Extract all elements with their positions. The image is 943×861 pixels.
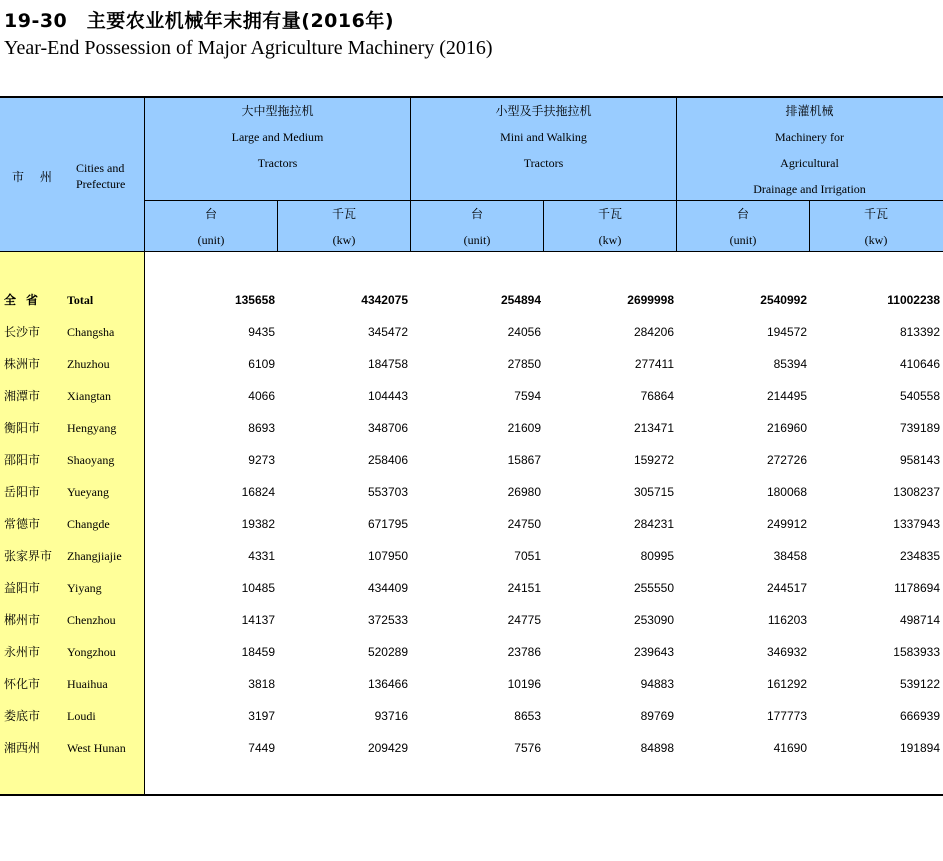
value-cell: 249912 (766, 517, 807, 531)
table-header (0, 96, 943, 252)
value-cell: 80995 (640, 549, 674, 563)
unit-header-en: (kw) (864, 233, 888, 247)
table-row (0, 444, 943, 476)
divider (410, 98, 411, 252)
unit-header-zh: 千瓦 (331, 207, 356, 221)
value-cell: 498714 (899, 613, 940, 627)
table-row (0, 668, 943, 700)
unit-header-zh: 千瓦 (597, 207, 622, 221)
city-header-english-line1: Cities and (76, 161, 125, 175)
value-cell: 27850 (507, 357, 541, 371)
value-cell: 136466 (367, 677, 408, 691)
value-cell: 7051 (514, 549, 541, 563)
value-cell: 3818 (248, 677, 275, 691)
city-name-chinese: 株洲市 (4, 357, 41, 371)
value-cell: 2540992 (760, 293, 807, 307)
unit-header (145, 201, 277, 253)
value-cell: 85394 (773, 357, 807, 371)
value-cell: 10485 (241, 581, 275, 595)
group-header-zh: 小型及手扶拖拉机 (495, 104, 592, 118)
value-cell: 7449 (248, 741, 275, 755)
city-name-english: Yueyang (67, 485, 109, 499)
unit-header-zh: 台 (736, 207, 749, 221)
unit-header (544, 201, 676, 253)
table-row (0, 380, 943, 412)
value-cell: 244517 (766, 581, 807, 595)
value-cell: 41690 (773, 741, 807, 755)
divider (277, 201, 278, 252)
city-name-english: Huaihua (67, 677, 108, 691)
table-row (0, 316, 943, 348)
value-cell: 23786 (507, 645, 541, 659)
value-cell: 214495 (766, 389, 807, 403)
value-cell: 24775 (507, 613, 541, 627)
city-name-chinese: 衡阳市 (4, 421, 41, 435)
city-name-chinese: 全省 (4, 293, 49, 307)
table-title-chinese: 19-30 主要农业机械年末拥有量(2016年) (4, 10, 395, 32)
city-header-chinese: 市 州 (12, 170, 58, 184)
divider (144, 98, 145, 252)
value-cell: 1178694 (894, 581, 940, 595)
city-name-english: Zhuzhou (67, 357, 110, 371)
value-cell: 89769 (640, 709, 674, 723)
city-name-chinese: 益阳市 (4, 581, 41, 595)
value-cell: 15867 (507, 453, 541, 467)
value-cell: 11002238 (887, 293, 940, 307)
group-header-en-line3: Drainage and Irrigation (753, 182, 866, 196)
value-cell: 8653 (514, 709, 541, 723)
city-header-english (76, 160, 125, 192)
city-name-english: Shaoyang (67, 453, 115, 467)
group-header-en-line1: Machinery for (775, 130, 844, 144)
value-cell: 216960 (766, 421, 807, 435)
table-row (0, 604, 943, 636)
group-header-en-line2: Tractors (523, 156, 564, 170)
group-header-zh: 大中型拖拉机 (241, 104, 314, 118)
value-cell: 7576 (514, 741, 541, 755)
unit-header-en: (unit) (197, 233, 225, 247)
value-cell: 9273 (248, 453, 275, 467)
table-title-english: Year-End Possession of Major Agriculture Machinery (2016) (4, 37, 493, 59)
value-cell: 18459 (241, 645, 275, 659)
unit-header-zh: 台 (470, 207, 483, 221)
value-cell: 253090 (633, 613, 674, 627)
city-name-chinese: 湘潭市 (4, 389, 41, 403)
value-cell: 813392 (899, 325, 940, 339)
city-name-english: Yiyang (67, 581, 102, 595)
city-name-chinese: 郴州市 (4, 613, 41, 627)
city-name-english: Xiangtan (67, 389, 111, 403)
value-cell: 1583933 (893, 645, 940, 659)
value-cell: 4342075 (361, 293, 408, 307)
value-cell: 255550 (633, 581, 674, 595)
value-cell: 234835 (899, 549, 940, 563)
unit-header-zh: 台 (204, 207, 217, 221)
group-header-en-line2: Tractors (257, 156, 298, 170)
city-name-chinese: 湘西州 (4, 741, 41, 755)
value-cell: 8693 (248, 421, 275, 435)
value-cell: 2699998 (627, 293, 674, 307)
value-cell: 4331 (248, 549, 275, 563)
city-name-chinese: 娄底市 (4, 709, 41, 723)
value-cell: 135658 (234, 293, 275, 307)
unit-header (677, 201, 809, 253)
value-cell: 254894 (500, 293, 541, 307)
city-name-english: Yongzhou (67, 645, 116, 659)
value-cell: 38458 (773, 549, 807, 563)
value-cell: 372533 (367, 613, 408, 627)
city-name-english: Changde (67, 517, 110, 531)
value-cell: 21609 (507, 421, 541, 435)
value-cell: 24056 (507, 325, 541, 339)
table-row (0, 412, 943, 444)
value-cell: 345472 (367, 325, 408, 339)
value-cell: 161292 (766, 677, 807, 691)
value-cell: 191894 (899, 741, 940, 755)
value-cell: 209429 (367, 741, 408, 755)
city-name-english: Loudi (67, 709, 96, 723)
value-cell: 116203 (767, 613, 807, 627)
group-header-drainage-machinery (677, 98, 942, 202)
value-cell: 739189 (899, 421, 940, 435)
unit-header (278, 201, 410, 253)
value-cell: 159272 (633, 453, 674, 467)
value-cell: 24750 (507, 517, 541, 531)
value-cell: 194572 (766, 325, 807, 339)
value-cell: 10196 (507, 677, 541, 691)
unit-header-en: (kw) (332, 233, 356, 247)
city-name-chinese: 长沙市 (4, 325, 41, 339)
value-cell: 76864 (640, 389, 674, 403)
value-cell: 348706 (367, 421, 408, 435)
value-cell: 14137 (241, 613, 275, 627)
value-cell: 177773 (766, 709, 807, 723)
value-cell: 1308237 (893, 485, 940, 499)
value-cell: 19382 (241, 517, 275, 531)
table-row (0, 508, 943, 540)
value-cell: 94883 (640, 677, 674, 691)
value-cell: 4066 (248, 389, 275, 403)
value-cell: 1337943 (893, 517, 940, 531)
city-name-chinese: 怀化市 (4, 677, 41, 691)
table-row (0, 476, 943, 508)
value-cell: 671795 (367, 517, 408, 531)
table-row (0, 540, 943, 572)
value-cell: 410646 (899, 357, 940, 371)
value-cell: 180068 (766, 485, 807, 499)
city-name-chinese: 张家界市 (4, 549, 53, 563)
value-cell: 24151 (507, 581, 541, 595)
divider (809, 201, 810, 252)
city-header-english-line2: Prefecture (76, 177, 126, 191)
city-name-english: Zhangjiajie (67, 549, 122, 563)
group-header-large-tractors (145, 98, 410, 176)
value-cell: 93716 (374, 709, 408, 723)
unit-header-en: (unit) (463, 233, 491, 247)
table-row (0, 572, 943, 604)
unit-header (810, 201, 942, 253)
value-cell: 213471 (633, 421, 674, 435)
group-header-mini-tractors (411, 98, 676, 176)
table-row (0, 636, 943, 668)
group-header-zh: 排灌机械 (785, 104, 834, 118)
group-header-en-line1: Large and Medium (231, 130, 324, 144)
value-cell: 104443 (367, 389, 408, 403)
value-cell: 434409 (367, 581, 408, 595)
value-cell: 520289 (367, 645, 408, 659)
value-cell: 184758 (367, 357, 408, 371)
city-name-english: West Hunan (67, 741, 126, 755)
city-name-chinese: 岳阳市 (4, 485, 41, 499)
value-cell: 258406 (367, 453, 408, 467)
table-bottom-border (0, 794, 943, 796)
divider (144, 200, 943, 201)
city-name-chinese: 常德市 (4, 517, 41, 531)
value-cell: 272726 (766, 453, 807, 467)
table-row (0, 732, 943, 764)
value-cell: 540558 (899, 389, 940, 403)
value-cell: 539122 (899, 677, 940, 691)
unit-header-en: (kw) (598, 233, 622, 247)
unit-header (411, 201, 543, 253)
city-name-chinese: 永州市 (4, 645, 41, 659)
table-row (0, 700, 943, 732)
divider (676, 98, 677, 252)
value-cell: 666939 (899, 709, 940, 723)
value-cell: 346932 (766, 645, 807, 659)
value-cell: 16824 (241, 485, 275, 499)
value-cell: 9435 (248, 325, 275, 339)
table-row (0, 348, 943, 380)
total-row (0, 284, 943, 316)
value-cell: 6109 (248, 357, 275, 371)
group-header-en-line2: Agricultural (780, 156, 839, 170)
value-cell: 84898 (640, 741, 674, 755)
city-name-english: Chenzhou (67, 613, 116, 627)
value-cell: 958143 (899, 453, 940, 467)
value-cell: 107950 (367, 549, 408, 563)
value-cell: 239643 (633, 645, 674, 659)
city-name-english: Changsha (67, 325, 115, 339)
value-cell: 26980 (507, 485, 541, 499)
value-cell: 284231 (633, 517, 674, 531)
city-name-english: Hengyang (67, 421, 117, 435)
value-cell: 553703 (367, 485, 408, 499)
value-cell: 284206 (633, 325, 674, 339)
group-header-en-line1: Mini and Walking (500, 130, 587, 144)
city-name-english: Total (67, 293, 94, 307)
value-cell: 277411 (634, 357, 674, 371)
unit-header-en: (unit) (729, 233, 757, 247)
divider (543, 201, 544, 252)
city-name-chinese: 邵阳市 (4, 453, 41, 467)
value-cell: 7594 (514, 389, 541, 403)
unit-header-zh: 千瓦 (863, 207, 888, 221)
value-cell: 305715 (633, 485, 674, 499)
value-cell: 3197 (248, 709, 275, 723)
